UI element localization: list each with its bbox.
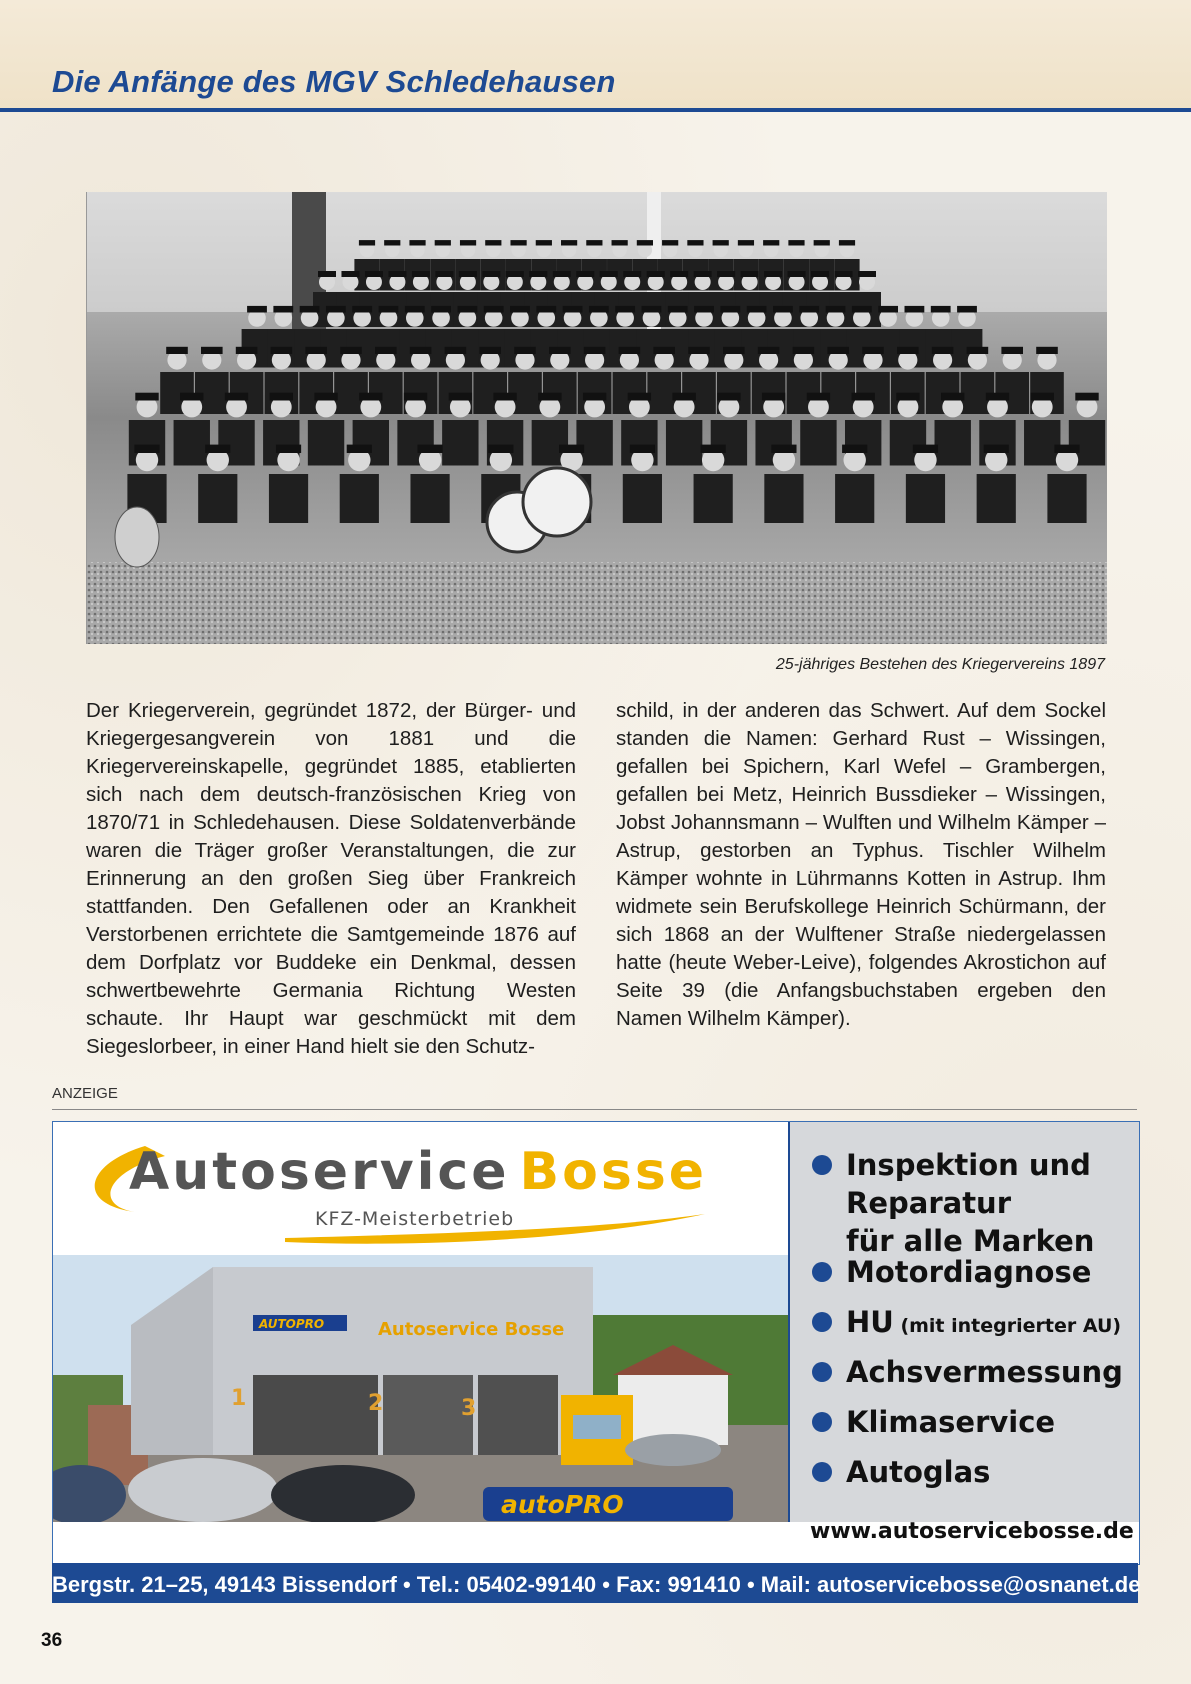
- service-line: Klimaservice: [846, 1405, 1056, 1439]
- ad-panel: [52, 1121, 1140, 1565]
- advertisement-label: ANZEIGE: [52, 1085, 118, 1102]
- service-item: [812, 1146, 1094, 1260]
- contact-footer-text: Bergstr. 21–25, 49143 Bissendorf • Tel.: 05402-99140 • Fax: 991410 • Mail: autoservicebosse@osnanet.de: [52, 1572, 1141, 1597]
- service-line: Motordiagnose: [846, 1255, 1092, 1289]
- advertisement: [52, 1121, 1141, 1605]
- service-line: Inspektion und: [846, 1148, 1091, 1182]
- shop-sign: Autoservice Bosse: [378, 1319, 565, 1340]
- logo-subtitle: KFZ-Meisterbetrieb: [315, 1208, 515, 1230]
- article-column-left: Der Kriegerverein, gegründet 1872, der Bürger- und Kriegergesangverein von 1881 und die Kriegervereinskapelle, gegründet 1885, etablierten sich nach dem deutsch-französischen Krieg von 1870/71 in Schledehausen. Diese Soldatenverbände waren die Träger großer Veranstaltungen, die zur Erinnerung an den großen Sieg über Frankreich stattfanden. Den Gefallenen oder an Krankheit Verstorbenen errichtete die Samtgemeinde 1876 auf dem Dorfplatz vor Buddeke ein Denkmal, dessen schwertbewehrte Germania Richtung Westen schaute. Ihr Haupt war geschmückt mit dem Siegeslorbeer, in einer Hand hielt sie den Schutz-: [86, 699, 576, 1058]
- service-item: [812, 1453, 990, 1491]
- historic-group-photo: [86, 192, 1107, 644]
- bullet-icon: [812, 1462, 832, 1482]
- bullet-icon: [812, 1412, 832, 1432]
- service-item: [812, 1253, 1091, 1291]
- logo-name: Autoservice: [129, 1142, 510, 1202]
- bullet-icon: [812, 1362, 832, 1382]
- service-item: [812, 1403, 1055, 1441]
- bullet-icon: [812, 1155, 832, 1175]
- service-line: HU (mit integrierter AU): [846, 1305, 1122, 1339]
- autopro-logo: autoPRO: [501, 1490, 624, 1519]
- logo-brand: Bosse: [519, 1142, 708, 1202]
- logo-wordmark: [129, 1142, 707, 1202]
- bullet-icon: [812, 1312, 832, 1332]
- service-item: [812, 1353, 1123, 1391]
- bullet-icon: [812, 1262, 832, 1282]
- page-title: Die Anfänge des MGV Schledehausen: [52, 64, 616, 99]
- divider: [52, 1109, 1137, 1110]
- shop-badge: AUTOPRO: [259, 1317, 325, 1331]
- services-panel: [788, 1122, 1140, 1544]
- ad-left-panel: [53, 1122, 788, 1522]
- website-url: www.autoservicebosse.de: [810, 1519, 1134, 1544]
- article-column-right: schild, in der anderen das Schwert. Auf dem Sockel standen die Namen: Gerhard Rust – Wissingen, gefallen bei Spichern, Karl Wefel – Grambergen, gefallen bei Metz, Heinrich Bussdieker – Wissingen, Jobst Johannsmann – Wulften und Wilhelm Kämper – Astrup, gestorben an Typhus. Tischler Wilhelm Kämper wohnte in Lührmanns Kotten in Astrup. Ihm widmete sein Berufskollege Heinrich Schürmann, der sich 1868 an der Wulftener Straße niedergelassen hatte (heute Weber-Leive), folgendes Akrostichon auf Seite 39 (die Anfangsbuchstaben ergeben den Namen Wilhelm Kämper).: [616, 699, 1106, 1030]
- header-band: [0, 0, 1191, 112]
- service-note: (mit integrierter AU): [893, 1315, 1122, 1337]
- page-number: 36: [41, 1630, 63, 1651]
- contact-footer-bar: [52, 1563, 1141, 1603]
- bay-number-1: 1: [231, 1386, 247, 1411]
- workshop-photo: [53, 1255, 788, 1522]
- service-line: Reparatur: [846, 1186, 1012, 1220]
- service-line: Autoglas: [846, 1455, 991, 1489]
- service-item: [812, 1303, 1121, 1345]
- service-line: für alle Marken: [846, 1224, 1095, 1258]
- bay-number-3: 3: [461, 1396, 477, 1421]
- bay-number-2: 2: [368, 1391, 384, 1416]
- photo-caption: 25-jähriges Bestehen des Kriegervereins 1897: [775, 656, 1105, 673]
- service-line: Achsvermessung: [846, 1355, 1123, 1389]
